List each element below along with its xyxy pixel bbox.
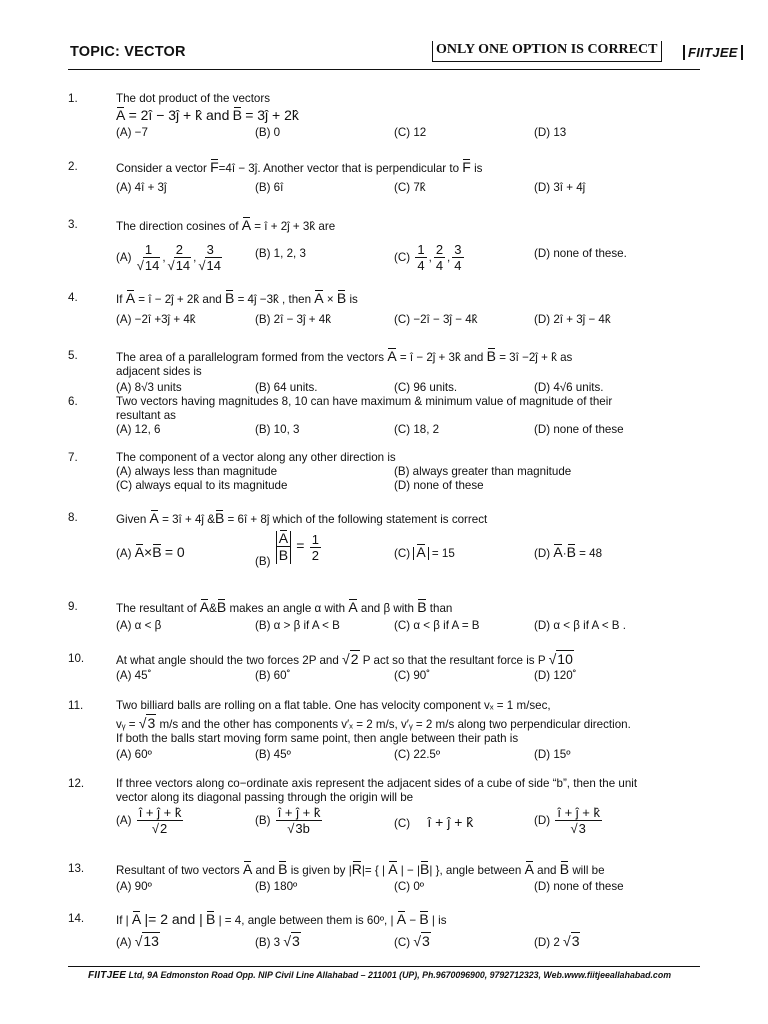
question-number: 2. [68, 160, 78, 173]
option-d[interactable]: (D) none of these [534, 880, 624, 893]
question-number: 6. [68, 395, 78, 408]
option-b[interactable]: (B) $\frac{î + ĵ + k̂}{√3b}$ [255, 805, 321, 836]
option-a[interactable]: (A) −7 [116, 126, 148, 139]
question-text: The area of a parallelogram formed from the vectors A = î − 2ĵ + 3k̂ and B = 3î −2ĵ + k̂ as adjacent sides is [116, 348, 573, 378]
option-d[interactable]: (D) 2 √3 [534, 933, 580, 949]
question-number: 1. [68, 92, 78, 105]
option-b[interactable]: (B) $\frac{A}{B}$ = $\frac{1}{2}$ [255, 530, 319, 568]
question-text: Consider a vector F=4î − 3ĵ. Another vector that is perpendicular to F is [116, 159, 483, 175]
vector-b: B [214, 510, 225, 526]
option-d[interactable]: (D) 15º [534, 748, 571, 761]
vector-f: F [462, 159, 471, 175]
options-row [116, 236, 700, 274]
option-a[interactable]: (A) A×B = 0 [116, 544, 185, 560]
vector-b: B [232, 107, 242, 123]
vector-b: B [486, 348, 496, 364]
options-row [116, 313, 700, 329]
vector-a: A [149, 510, 159, 526]
option-d[interactable]: (D) 120˚ [534, 669, 577, 682]
option-b[interactable]: (B) 6î [255, 181, 284, 194]
option-b[interactable]: (B) 180º [255, 880, 298, 893]
question-number: 10. [68, 652, 85, 665]
fiitjee-logo: FIITJEE [683, 45, 743, 60]
option-c[interactable]: (C) 7k̂ [394, 181, 426, 194]
question-number: 5. [68, 349, 78, 362]
question-number: 9. [68, 600, 78, 613]
option-d[interactable]: (D) none of these [534, 423, 624, 436]
question-number: 7. [68, 451, 78, 464]
question-text: The direction cosines of A = î + 2ĵ + 3k̂ are [116, 217, 336, 233]
question-number: 14. [68, 912, 85, 925]
option-c[interactable]: (C) A = 15 [394, 544, 455, 560]
option-c[interactable]: (C) 90˚ [394, 669, 431, 682]
option-d[interactable]: (D) none of these [394, 479, 484, 492]
option-c[interactable]: (C) α < β if A = B [394, 619, 480, 632]
options-row-2 [116, 479, 700, 495]
option-a[interactable]: (A) 4î + 3ĵ [116, 181, 167, 194]
option-c[interactable]: (C) 18, 2 [394, 423, 440, 436]
option-b[interactable]: (B) 60˚ [255, 669, 291, 682]
question-text: At what angle should the two forces 2P and √2 P act so that the resultant force is P √10 [116, 651, 573, 667]
option-d[interactable]: (D) α < β if A < B . [534, 619, 626, 632]
vector-b: B [224, 290, 235, 306]
option-a[interactable]: (A) 60º [116, 748, 152, 761]
option-a[interactable]: (A) 8√3 units [116, 381, 182, 394]
question-text: If | A |= 2 and | B | = 4, angle between them is 60º, | A − B | is [116, 911, 447, 927]
page-header [0, 0, 768, 80]
vector-a: A [116, 107, 126, 123]
option-d[interactable]: (D) A·B = 48 [534, 544, 603, 560]
option-a[interactable]: (A) 45˚ [116, 669, 152, 682]
question-text: Two vectors having magnitudes 8, 10 can have maximum & minimum value of magnitude of their resultant as [116, 395, 613, 422]
footer-divider [68, 966, 700, 967]
header-divider [68, 69, 700, 70]
options-row [116, 531, 700, 575]
vector-f: F [210, 159, 219, 175]
option-b[interactable]: (B) 1, 2, 3 [255, 247, 306, 260]
question-number: 8. [68, 511, 78, 524]
option-b[interactable]: (B) 45º [255, 748, 291, 761]
option-b[interactable]: (B) 0 [255, 126, 281, 139]
option-a[interactable]: (A) 90º [116, 880, 152, 893]
options-row [116, 880, 700, 896]
question-expression: A = 2î − 3ĵ + k̂ and B = 3ĵ + 2k̂ [116, 107, 299, 123]
footer-address: Ltd, 9A Edmonston Road Opp. NIP Civil Line Allahabad – 211001 (UP), Ph.9670096900, 9792712323, Web.www.fiitjeeallahabad.com [126, 970, 672, 980]
option-d[interactable]: (D) 2î + 3ĵ − 4k̂ [534, 313, 611, 326]
option-b[interactable]: (B) 10, 3 [255, 423, 300, 436]
option-d[interactable]: (D) none of these. [534, 247, 627, 260]
option-b[interactable]: (B) 64 units. [255, 381, 318, 394]
option-a[interactable]: (A) α < β [116, 619, 162, 632]
question-number: 11. [68, 699, 84, 712]
options-row [116, 805, 700, 845]
question-number: 12. [68, 777, 85, 790]
question-number: 4. [68, 291, 78, 304]
option-c[interactable]: (C) −2î − 3ĵ − 4k̂ [394, 313, 478, 326]
question-text: Given A = 3î + 4ĵ &B = 6î + 8ĵ which of the following statement is correct [116, 510, 488, 526]
options-row [116, 126, 700, 142]
question-text: If three vectors along co−ordinate axis represent the adjacent sides of a cube of side “b”, then the unit vector along its diagonal passing through the origin will be [116, 777, 638, 804]
option-b[interactable]: (B) always greater than magnitude [394, 465, 572, 478]
option-instruction-box: ONLY ONE OPTION IS CORRECT [432, 41, 662, 62]
option-d[interactable]: (D) 3î + 4ĵ [534, 181, 586, 194]
question-text: The component of a vector along any other direction is [116, 451, 396, 464]
option-a[interactable]: (A) $\frac{1}{√14}$ , $\frac{2}{√14}$ , $\frac{3}{√14}$ [116, 242, 221, 273]
page-footer [88, 970, 671, 981]
option-a[interactable]: (A) √13 [116, 933, 159, 949]
option-b[interactable]: (B) 3 √3 [255, 933, 300, 949]
option-d[interactable]: (D) $\frac{î + ĵ + k̂}{√3}$ [534, 805, 600, 836]
question-text: Two billiard balls are rolling on a flat table. One has velocity component vₓ = 1 m/sec, vᵧ = √3 m/s and the other has components v′ₓ = 2 m/s, v′ᵧ = 2 m/s along two perpendicular direction. If both the balls start moving form same point, then angle between their path is [116, 699, 631, 745]
option-a[interactable]: (A) −2î +3ĵ + 4k̂ [116, 313, 196, 326]
option-c[interactable]: (C) 0º [394, 880, 424, 893]
option-d[interactable]: (D) 13 [534, 126, 567, 139]
question-text: Resultant of two vectors A and B is given by |R|= { | A | − |B| }, angle between A and B will be [116, 861, 605, 877]
vector-a: A [241, 217, 252, 233]
question-text: If A = î − 2ĵ + 2k̂ and B = 4ĵ −3k̂ , then A × B is [116, 290, 358, 306]
option-c[interactable]: (C) √3 [394, 933, 430, 949]
options-row [116, 423, 700, 439]
option-d[interactable]: (D) 4√6 units. [534, 381, 604, 394]
option-a[interactable]: (A) always less than magnitude [116, 465, 278, 478]
options-row [116, 619, 700, 635]
option-c[interactable]: (C) $\frac{1}{4}$ , $\frac{2}{4}$ , $\frac{3}{4}$ [394, 242, 462, 273]
option-c[interactable]: (C) always equal to its magnitude [116, 479, 288, 492]
option-b[interactable]: (B) α > β if A < B [255, 619, 340, 632]
option-a[interactable]: (A) $\frac{î + ĵ + k̂}{√2}$ [116, 805, 182, 836]
options-row [116, 181, 700, 197]
option-a[interactable]: (A) 12, 6 [116, 423, 161, 436]
option-c[interactable]: (C) 12 [394, 126, 427, 139]
options-row [116, 748, 700, 764]
topic-title: TOPIC: VECTOR [70, 44, 186, 60]
option-b[interactable]: (B) 2î − 3ĵ + 4k̂ [255, 313, 332, 326]
vector-r: R [351, 861, 362, 877]
vector-a: A [125, 290, 136, 306]
question-text: The dot product of the vectors [116, 92, 271, 105]
vector-a: A [387, 348, 397, 364]
options-row [116, 669, 700, 685]
question-number: 3. [68, 218, 78, 231]
option-c[interactable]: (C) 22.5º [394, 748, 441, 761]
footer-brand: FIITJEE [88, 970, 127, 981]
option-c[interactable]: (C) î + ĵ + k̂ [394, 814, 474, 830]
question-number: 13. [68, 862, 85, 875]
options-row [116, 934, 700, 950]
option-c[interactable]: (C) 96 units. [394, 381, 458, 394]
question-text: The resultant of A&B makes an angle α with A and β with B than [116, 599, 453, 615]
